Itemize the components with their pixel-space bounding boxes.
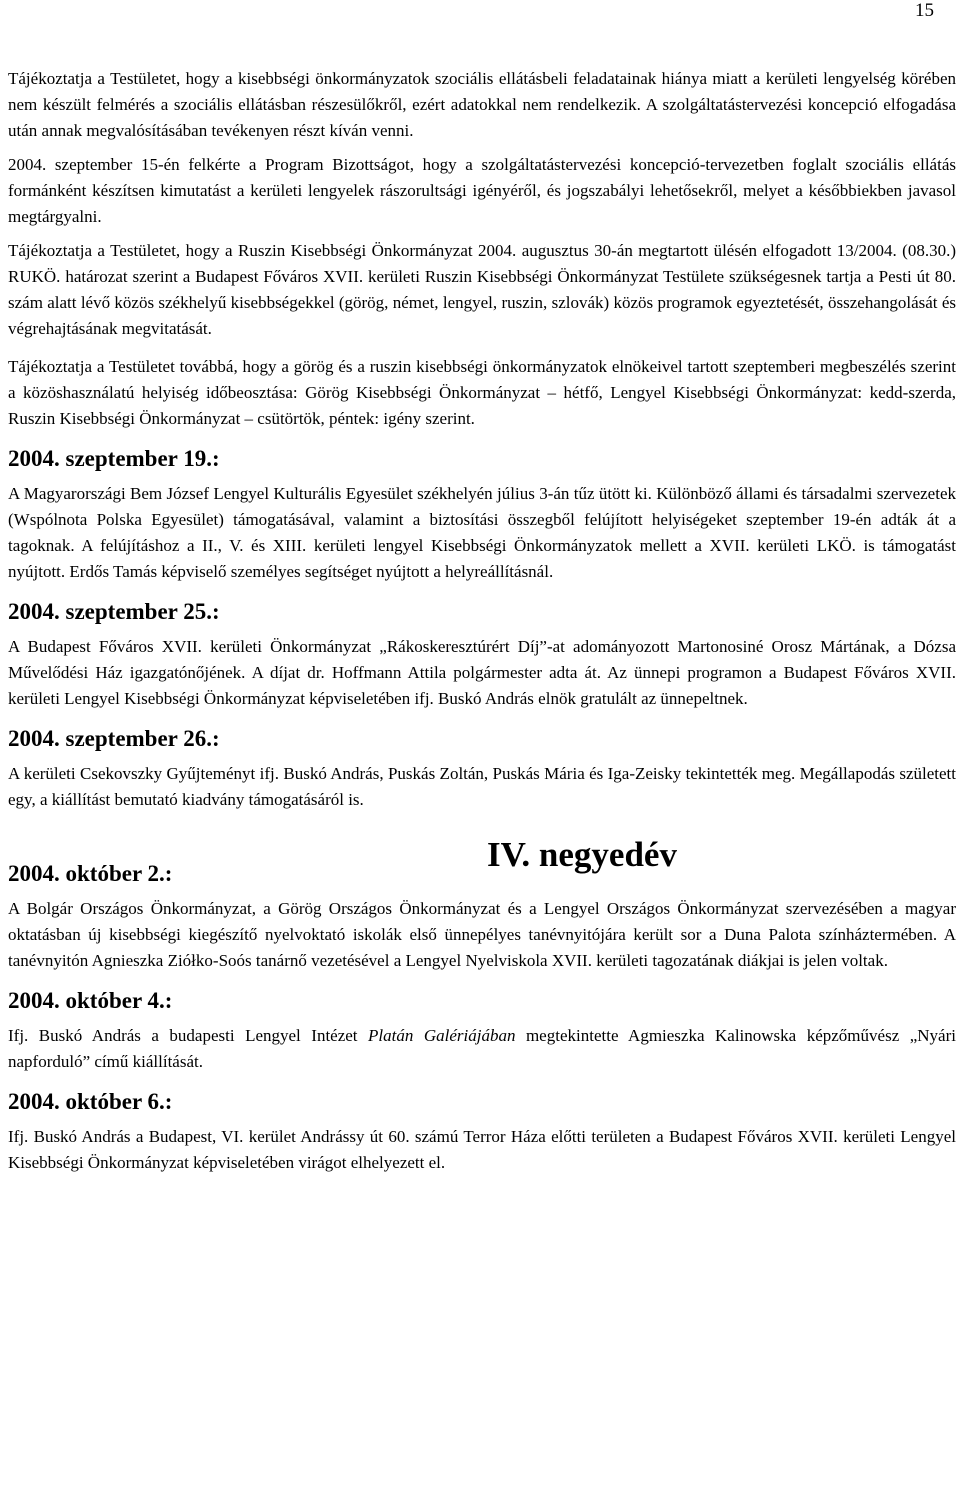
paragraph-intro-4: Tájékoztatja a Testületet továbbá, hogy a görög és a ruszin kisebbségi önkormányzatok elnökeivel tartott szeptemberi megbeszélés szerint a közöshasználatú helyiség időbeosztása: Görög Kisebbségi Önkormányzat – hétfő, Lengyel Kisebbségi Önkormányzat: kedd-szerda, Ruszin Kisebbségi Önkormányzat – csütörtök, péntek: igény szerint.	[8, 357, 956, 428]
section-title: IV. negyedév	[487, 835, 677, 874]
entry-date-heading: 2004. szeptember 19.:	[8, 446, 220, 471]
entry-text: A Budapest Főváros XVII. kerületi Önkormányzat „Rákoskeresztúrért Díj”-at adományozott Martonosiné Orosz Mártának, a Dózsa Művelődési Ház igazgatónőjének. A díjat dr. Hoffmann Attila polgármester adta át. Az ünnepi programon a Budapest Főváros XVII. kerületi Lengyel Kisebbségi Önkormányzat képviseletében ifj. Buskó András elnök gratulált az ünnepeltnek.	[8, 637, 956, 708]
page-number: 15	[915, 0, 934, 21]
entry-text	[8, 1023, 956, 1075]
entry-date-heading: 2004. szeptember 25.:	[8, 599, 220, 624]
paragraph-intro-3: Tájékoztatja a Testületet, hogy a Ruszin Kisebbségi Önkormányzat 2004. augusztus 30-án megtartott ülésén elfogadott 13/2004. (08.30.) RUKÖ. határozat szerint a Budapest Főváros XVII. kerületi Ruszin Kisebbségi Önkormányzat Testülete szükségesnek tartja a Pesti út 80. szám alatt lévő közös székhelyű kisebbségekkel (görög, német, lengyel, ruszin, szlovák) közös programok egyeztetését, összehangolását és végrehajtásának megvitatását.	[8, 241, 956, 338]
entry-text-part: Ifj. Buskó András a budapesti Lengyel Intézet	[8, 1026, 369, 1045]
entry-text: A Bolgár Országos Önkormányzat, a Görög Országos Önkormányzat és a Lengyel Országos Önkormányzat szervezésében a magyar oktatásban új kisebbségi kiegészítő nyelvoktató iskolák első ünnepélyes tanévnyitójára került sor a Duna Palota színháztermében. A tanévnyitón Agnieszka Ziółko-Soós tanárnő vezetésével a Lengyel Nyelviskola XVII. kerületi tagozatának diákjai is jelen voltak.	[8, 899, 956, 970]
venue-name: Platán Galériájában	[368, 1026, 516, 1045]
entry-text-part: megtekintette Agmieszka Kalinowska képzőművész „Nyári napforduló” című kiállítását.	[8, 1026, 956, 1071]
entry-text: Ifj. Buskó András a Budapest, VI. kerület Andrássy út 60. számú Terror Háza előtti területen a Budapest Főváros XVII. kerületi Lengyel Kisebbségi Önkormányzat képviseletében virágot elhelyezett el.	[8, 1127, 956, 1172]
entry-date-heading: 2004. október 6.:	[8, 1089, 173, 1114]
paragraph-intro-1: Tájékoztatja a Testületet, hogy a kisebbségi önkormányzatok szociális ellátásbeli feladatainak hiánya miatt a kerületi lengyelség körében nem készült felmérés a szociális ellátásban részesülőkről, ezért adatokkal nem rendelkezik. A szolgáltatástervezési koncepció elfogadása után annak megvalósításában tevékenyen részt kíván venni.	[8, 69, 956, 140]
entry-date-heading: 2004. október 2.:	[8, 861, 173, 886]
entry-text: A kerületi Csekovszky Gyűjteményt ifj. Buskó András, Puskás Zoltán, Puskás Mária és Iga-Zeisky tekintették meg. Megállapodás született egy, a kiállítást bemutató kiadvány támogatásáról is.	[8, 764, 956, 809]
paragraph-intro-2: 2004. szeptember 15-én felkérte a Program Bizottságot, hogy a szolgáltatástervezési koncepció-tervezetben foglalt szociális ellátás formánként készítsen kimutatást a kerületi lengyelek rászorultsági igényéről, és jogszabályi lehetősekről, melyet a későbbiekben javasol megtárgyalni.	[8, 155, 956, 226]
entry-date-heading: 2004. szeptember 26.:	[8, 726, 220, 751]
entry-date-heading: 2004. október 4.:	[8, 988, 173, 1013]
page-content	[8, 66, 956, 1176]
entry-text: A Magyarországi Bem József Lengyel Kulturális Egyesület székhelyén július 3-án tűz ütött ki. Különböző állami és társadalmi szervezetek (Wspólnota Polska Egyesület) támogatásával, valamint a biztosítási összegből felújított helyiségeket szeptember 19-én adták át a tagoknak. A felújításhoz a II., V. és XIII. kerületi lengyel Kisebbségi Önkormányzatok mellett a XVII. kerületi LKÖ. is támogatást nyújtott. Erdős Tamás képviselő személyes segítséget nyújtott a helyreállításnál.	[8, 484, 956, 581]
